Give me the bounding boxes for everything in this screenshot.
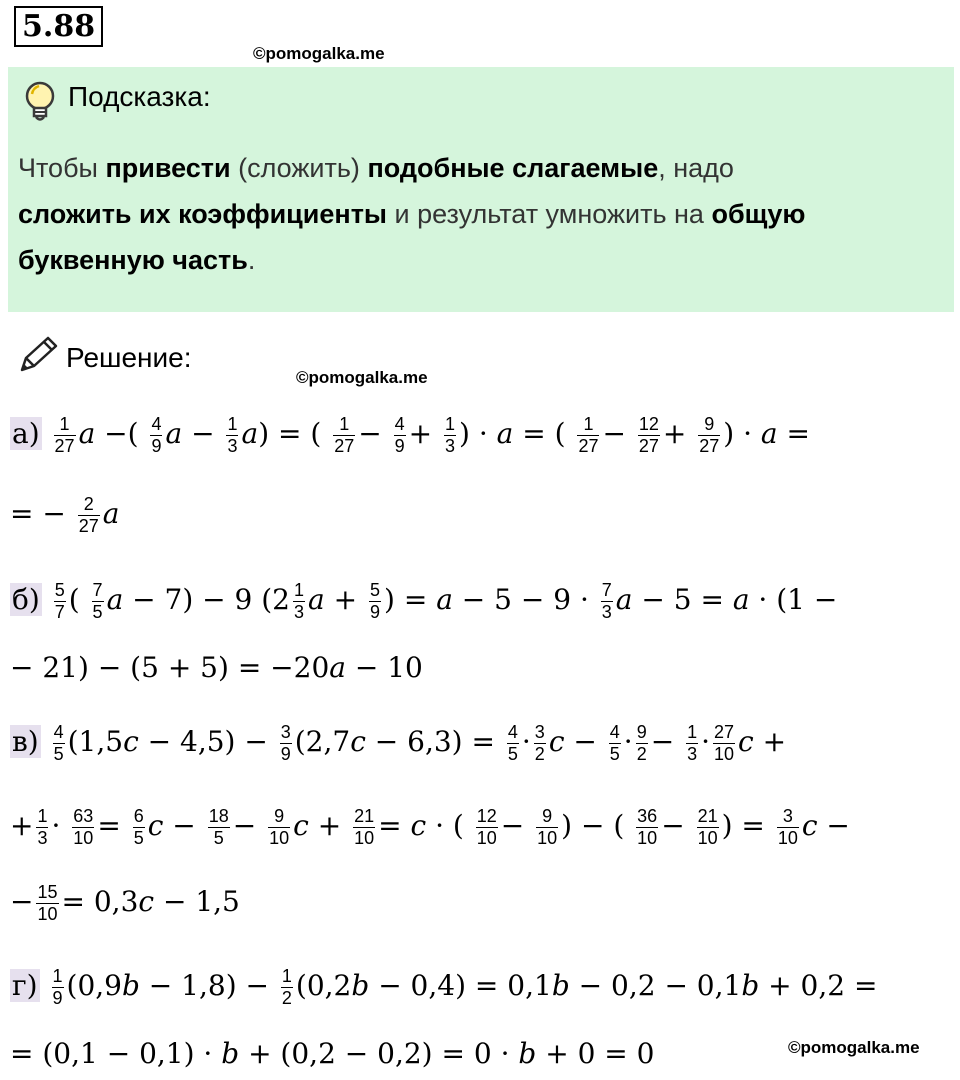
variable: c bbox=[123, 725, 139, 758]
variable: c bbox=[293, 809, 309, 842]
math-text: · ( bbox=[426, 809, 464, 842]
math-text: − 7) − 9 (2 bbox=[132, 583, 290, 616]
math-text: · (1 − bbox=[749, 583, 838, 616]
variable: a bbox=[732, 583, 750, 616]
variable: a bbox=[329, 651, 346, 684]
fraction: $\frac{18}{5}$ bbox=[208, 806, 229, 848]
math-text: − bbox=[500, 809, 525, 842]
solution-line-v2 bbox=[10, 806, 850, 849]
solution-line-b1 bbox=[10, 580, 837, 623]
label-a: а) bbox=[12, 417, 40, 450]
hint-part: (сложить) bbox=[230, 153, 368, 183]
pencil-icon bbox=[16, 336, 60, 376]
variable: b bbox=[121, 969, 140, 1002]
math-text: = bbox=[97, 809, 121, 842]
variable: b bbox=[221, 1037, 240, 1070]
fraction: $\frac{4}{5}$ bbox=[609, 722, 620, 764]
variable: c bbox=[548, 725, 565, 758]
fraction: $\frac{3}{2}$ bbox=[534, 722, 545, 764]
math-text: = ( bbox=[513, 417, 566, 450]
math-text: = bbox=[378, 809, 411, 842]
hint-text bbox=[18, 145, 938, 283]
math-text: − bbox=[191, 417, 215, 450]
fraction: $\frac{1}{3}$ bbox=[445, 414, 456, 456]
math-text: − bbox=[650, 725, 675, 758]
variable: a bbox=[241, 417, 259, 450]
hint-part: , надо bbox=[658, 153, 734, 183]
math-text: ) = bbox=[721, 809, 765, 842]
math-text: · bbox=[623, 725, 633, 758]
solution-line-v3 bbox=[10, 882, 240, 925]
fraction: $\frac{4}{5}$ bbox=[507, 722, 518, 764]
hint-bold: подобные слагаемые bbox=[367, 153, 659, 183]
fraction: $\frac{1}{9}$ bbox=[52, 966, 63, 1008]
variable: c bbox=[147, 809, 164, 842]
math-text: + 0,2 = bbox=[759, 969, 878, 1002]
math-text: − 1,5 bbox=[154, 885, 240, 918]
math-text: ) · bbox=[723, 417, 761, 450]
solution-line-a1 bbox=[10, 414, 810, 457]
fraction: $\frac{2}{27}$ bbox=[78, 494, 99, 536]
variable: b bbox=[518, 1037, 537, 1070]
math-text: − bbox=[232, 809, 257, 842]
hint-box bbox=[8, 67, 954, 312]
variable: c bbox=[738, 725, 754, 758]
math-text: + bbox=[662, 417, 687, 450]
math-text: · bbox=[51, 809, 61, 842]
math-text: = 0,3 bbox=[61, 885, 139, 918]
label-g: г) bbox=[12, 969, 38, 1002]
solution-line-g1 bbox=[10, 966, 877, 1009]
variable: c bbox=[138, 885, 155, 918]
fraction: $\frac{1}{3}$ bbox=[687, 722, 698, 764]
fraction: $\frac{36}{10}$ bbox=[637, 806, 658, 848]
fraction: $\frac{27}{10}$ bbox=[714, 722, 735, 764]
fraction: $\frac{1}{3}$ bbox=[37, 806, 48, 848]
variable: b bbox=[741, 969, 760, 1002]
math-text: · bbox=[521, 725, 531, 758]
fraction: $\frac{5}{9}$ bbox=[370, 580, 381, 622]
fraction: $\frac{4}{9}$ bbox=[151, 414, 162, 456]
solution-line-v1 bbox=[10, 722, 786, 765]
fraction: $\frac{3}{9}$ bbox=[280, 722, 291, 764]
hint-title: Подсказка: bbox=[68, 81, 211, 112]
variable: b bbox=[551, 969, 570, 1002]
math-text: − bbox=[817, 809, 850, 842]
variable: a bbox=[78, 417, 96, 450]
fraction: $\frac{1}{27}$ bbox=[578, 414, 599, 456]
math-text: − bbox=[602, 417, 626, 450]
solution-title: Решение: bbox=[66, 342, 192, 373]
hint-part: Чтобы bbox=[18, 153, 106, 183]
fraction: $\frac{1}{2}$ bbox=[281, 966, 292, 1008]
math-text: ) = bbox=[384, 583, 437, 616]
fraction: $\frac{6}{5}$ bbox=[133, 806, 144, 848]
hint-part: и результат умножить на bbox=[386, 199, 712, 229]
solution-line-a2 bbox=[10, 494, 119, 537]
math-text: − bbox=[661, 809, 685, 842]
fraction: $\frac{5}{7}$ bbox=[54, 580, 65, 622]
math-text: (2,7 bbox=[294, 725, 351, 758]
fraction: $\frac{21}{10}$ bbox=[697, 806, 718, 848]
watermark: ©pomogalka.me bbox=[253, 44, 385, 63]
fraction: $\frac{9}{10}$ bbox=[537, 806, 558, 848]
variable: a bbox=[165, 417, 183, 450]
math-text: + bbox=[753, 725, 787, 758]
math-text: + bbox=[333, 583, 358, 616]
fraction: $\frac{3}{10}$ bbox=[777, 806, 798, 848]
math-text: ) − ( bbox=[561, 809, 625, 842]
variable: a bbox=[496, 417, 514, 450]
math-text: − 4,5) − bbox=[138, 725, 268, 758]
hint-part: . bbox=[247, 245, 256, 275]
math-text: (0,9 bbox=[66, 969, 122, 1002]
math-text: − 6,3) = bbox=[365, 725, 495, 758]
fraction: $\frac{4}{9}$ bbox=[394, 414, 405, 456]
math-text: − bbox=[564, 725, 597, 758]
fraction: $\frac{15}{10}$ bbox=[37, 882, 58, 924]
solution-line-b2 bbox=[10, 648, 423, 688]
math-text: (1,5 bbox=[67, 725, 124, 758]
label-b: б) bbox=[12, 583, 40, 616]
variable: a bbox=[308, 583, 325, 616]
fraction: $\frac{1}{27}$ bbox=[334, 414, 355, 456]
math-text: − 1,8) − bbox=[139, 969, 269, 1002]
label-v: в) bbox=[12, 725, 39, 758]
fraction: $\frac{9}{2}$ bbox=[636, 722, 647, 764]
variable: a bbox=[615, 583, 633, 616]
math-text: − 5 = bbox=[632, 583, 733, 616]
math-text: (0,2 bbox=[295, 969, 352, 1002]
variable: a bbox=[102, 497, 120, 530]
fraction: $\frac{7}{3}$ bbox=[601, 580, 612, 622]
solution-line-g2 bbox=[10, 1034, 654, 1074]
fraction: $\frac{63}{10}$ bbox=[73, 806, 94, 848]
problem-number: 5.88 bbox=[14, 6, 103, 47]
variable: a bbox=[106, 583, 124, 616]
math-text: − bbox=[163, 809, 196, 842]
watermark: ©pomogalka.me bbox=[788, 1038, 920, 1057]
fraction: $\frac{1}{27}$ bbox=[54, 414, 75, 456]
variable: a bbox=[760, 417, 778, 450]
fraction: $\frac{4}{5}$ bbox=[53, 722, 64, 764]
math-text: − bbox=[358, 417, 382, 450]
fraction: $\frac{9}{27}$ bbox=[699, 414, 720, 456]
fraction: $\frac{1}{3}$ bbox=[227, 414, 238, 456]
math-text: − 0,4) = 0,1 bbox=[369, 969, 552, 1002]
fraction: $\frac{12}{27}$ bbox=[638, 414, 659, 456]
math-text: − 10 bbox=[345, 651, 423, 684]
math-text: + bbox=[10, 809, 34, 842]
math-text: − 0,2 − 0,1 bbox=[569, 969, 742, 1002]
variable: b bbox=[351, 969, 370, 1002]
fraction: $\frac{1}{3}$ bbox=[294, 580, 305, 622]
math-text: − bbox=[10, 885, 34, 918]
math-text: + bbox=[408, 417, 433, 450]
hint-bold: общую bbox=[711, 199, 806, 229]
math-text: = bbox=[777, 417, 810, 450]
math-text: ( bbox=[68, 583, 80, 616]
variable: c bbox=[801, 809, 818, 842]
hint-bold: буквенную часть bbox=[18, 245, 248, 275]
math-text: − 5 − 9 · bbox=[452, 583, 589, 616]
math-text: −( bbox=[104, 417, 139, 450]
math-text: − 21) − (5 + 5) = −20 bbox=[10, 651, 330, 684]
variable: c bbox=[410, 809, 427, 842]
watermark: ©pomogalka.me bbox=[296, 368, 428, 387]
math-text: ) = ( bbox=[258, 417, 322, 450]
math-text: = (0,1 − 0,1) · bbox=[10, 1037, 222, 1070]
math-text: · bbox=[701, 725, 711, 758]
math-text: + (0,2 − 0,2) = 0 · bbox=[239, 1037, 519, 1070]
math-text: + 0 = 0 bbox=[536, 1037, 655, 1070]
math-text: ) · bbox=[459, 417, 497, 450]
math-text: + bbox=[308, 809, 342, 842]
fraction: $\frac{7}{5}$ bbox=[92, 580, 103, 622]
hint-bold: привести bbox=[105, 153, 231, 183]
lightbulb-icon bbox=[20, 79, 60, 123]
hint-bold: сложить их коэффициенты bbox=[18, 199, 387, 229]
variable: c bbox=[350, 725, 366, 758]
variable: a bbox=[436, 583, 453, 616]
fraction: $\frac{21}{10}$ bbox=[354, 806, 375, 848]
fraction: $\frac{12}{10}$ bbox=[476, 806, 497, 848]
math-text: = − bbox=[10, 497, 66, 530]
fraction: $\frac{9}{10}$ bbox=[269, 806, 290, 848]
